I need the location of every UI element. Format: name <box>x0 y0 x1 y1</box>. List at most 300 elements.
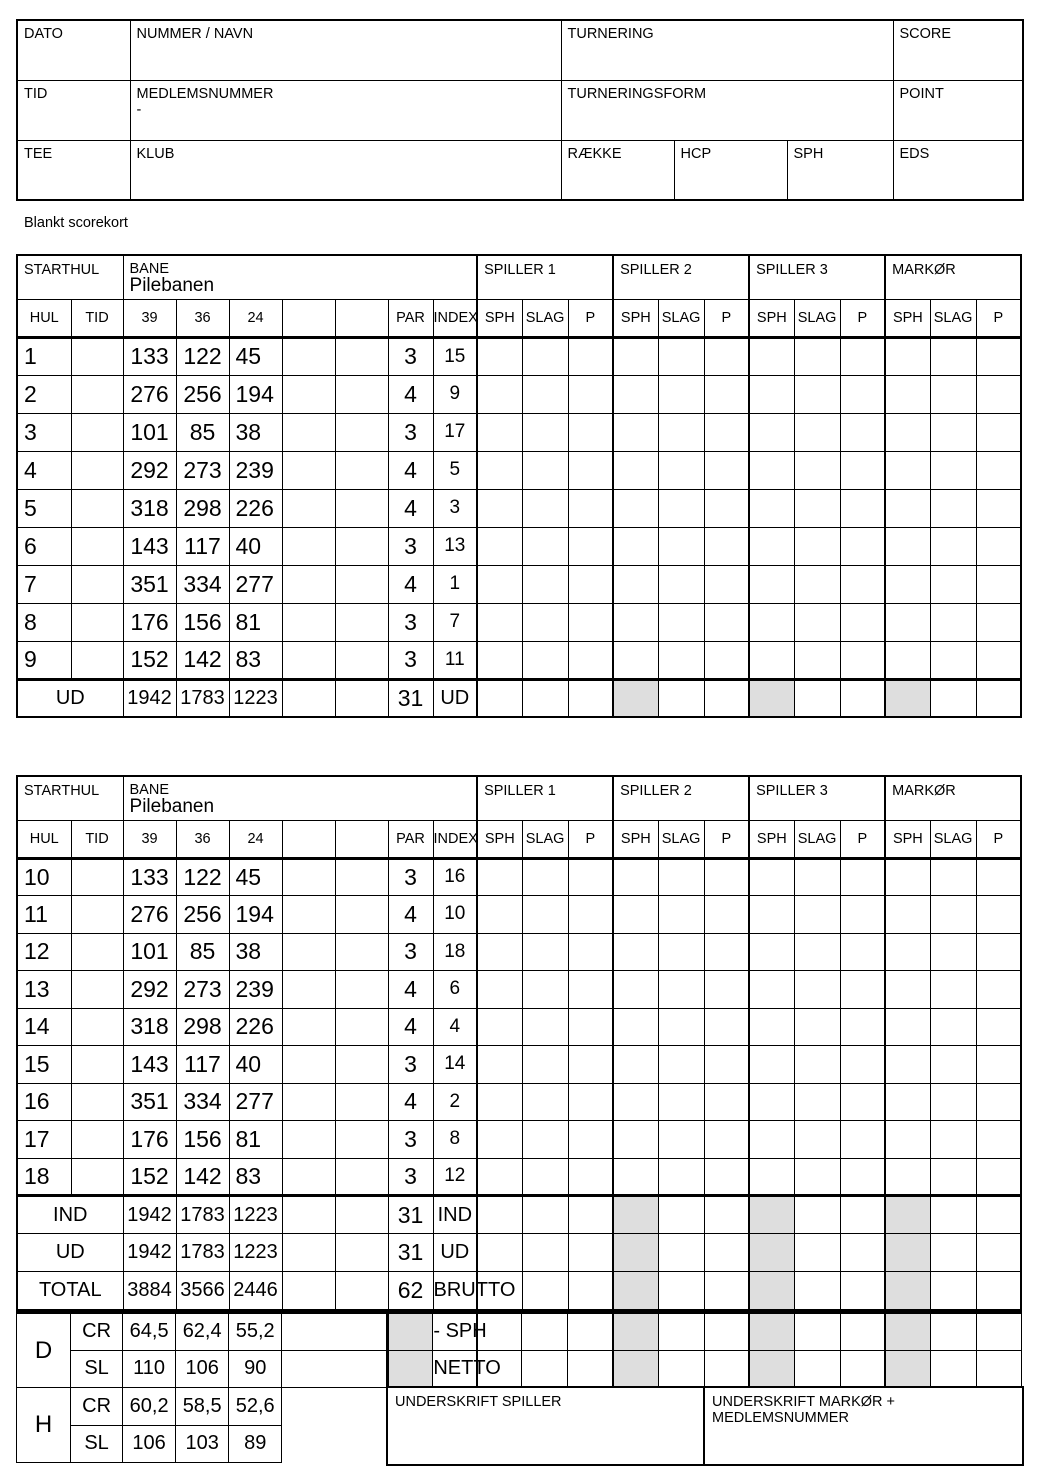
hole-p3-p[interactable] <box>840 896 885 934</box>
hole-p2-p[interactable] <box>704 641 749 679</box>
rating-p3-sph[interactable] <box>749 1350 794 1388</box>
hole-p4-sph[interactable] <box>885 858 930 896</box>
hole-p4-p[interactable] <box>976 1121 1021 1159</box>
hole-p1-slag[interactable] <box>522 527 568 565</box>
hole-p4-sph[interactable] <box>885 489 930 527</box>
hole-p3-sph[interactable] <box>749 451 794 489</box>
tid-cell[interactable] <box>71 1158 123 1196</box>
hole-p2-p[interactable] <box>704 933 749 971</box>
total-p1-p[interactable] <box>568 679 613 717</box>
hole-p3-p[interactable] <box>840 1121 885 1159</box>
hole-p4-sph[interactable] <box>885 1121 930 1159</box>
hole-p1-sph[interactable] <box>477 413 522 451</box>
hole-p1-p[interactable] <box>568 1046 613 1084</box>
hole-p2-slag[interactable] <box>658 1008 704 1046</box>
hole-p2-slag[interactable] <box>658 641 704 679</box>
hole-p3-slag[interactable] <box>794 489 840 527</box>
hole-p3-sph[interactable] <box>749 489 794 527</box>
turnering-field[interactable] <box>561 20 893 80</box>
total-p4-sph[interactable] <box>885 679 930 717</box>
total-p2-p[interactable] <box>704 1196 749 1234</box>
hole-p1-p[interactable] <box>568 413 613 451</box>
hole-p4-p[interactable] <box>976 1083 1021 1121</box>
hole-p4-sph[interactable] <box>885 1008 930 1046</box>
hole-p3-sph[interactable] <box>749 858 794 896</box>
hole-p1-slag[interactable] <box>522 1083 568 1121</box>
hole-p2-sph[interactable] <box>613 451 658 489</box>
total-p1-sph[interactable] <box>477 1196 522 1234</box>
hole-p1-slag[interactable] <box>522 451 568 489</box>
hole-p4-slag[interactable] <box>930 1083 976 1121</box>
hole-p2-sph[interactable] <box>613 1121 658 1159</box>
hole-p2-sph[interactable] <box>613 489 658 527</box>
hole-p2-sph[interactable] <box>613 858 658 896</box>
total-p3-p[interactable] <box>840 1234 885 1272</box>
hole-p3-sph[interactable] <box>749 603 794 641</box>
hole-p4-slag[interactable] <box>930 933 976 971</box>
hole-p2-sph[interactable] <box>613 1158 658 1196</box>
total-p4-sph[interactable] <box>885 1196 930 1234</box>
total-p4-p[interactable] <box>976 679 1021 717</box>
hole-p3-sph[interactable] <box>749 896 794 934</box>
hole-p4-slag[interactable] <box>930 489 976 527</box>
rating-p3-p[interactable] <box>840 1313 885 1351</box>
hole-p1-p[interactable] <box>568 1008 613 1046</box>
hcp-field[interactable] <box>674 140 787 200</box>
hole-p3-p[interactable] <box>840 375 885 413</box>
hole-p3-slag[interactable] <box>794 933 840 971</box>
hole-p4-slag[interactable] <box>930 413 976 451</box>
hole-p4-slag[interactable] <box>930 337 976 375</box>
hole-p3-sph[interactable] <box>749 1008 794 1046</box>
hole-p2-p[interactable] <box>704 375 749 413</box>
hole-p1-p[interactable] <box>568 1158 613 1196</box>
raekke-field[interactable] <box>561 140 674 200</box>
hole-p4-sph[interactable] <box>885 1083 930 1121</box>
total-p4-slag[interactable] <box>930 1196 976 1234</box>
hole-p3-slag[interactable] <box>794 451 840 489</box>
hole-p4-sph[interactable] <box>885 451 930 489</box>
hole-p1-p[interactable] <box>568 1083 613 1121</box>
total-p1-slag[interactable] <box>522 1196 568 1234</box>
hole-p4-sph[interactable] <box>885 565 930 603</box>
hole-p4-p[interactable] <box>976 489 1021 527</box>
total-p2-slag[interactable] <box>658 679 704 717</box>
hole-p4-slag[interactable] <box>930 1121 976 1159</box>
hole-p3-p[interactable] <box>840 1008 885 1046</box>
hole-p3-p[interactable] <box>840 451 885 489</box>
hole-p2-sph[interactable] <box>613 1008 658 1046</box>
score-field[interactable] <box>893 20 1023 80</box>
hole-p1-slag[interactable] <box>522 565 568 603</box>
hole-p1-sph[interactable] <box>477 527 522 565</box>
starthul-field[interactable] <box>17 776 123 820</box>
total-p1-p[interactable] <box>568 1196 613 1234</box>
hole-p3-p[interactable] <box>840 641 885 679</box>
total-p2-slag[interactable] <box>658 1196 704 1234</box>
hole-p1-p[interactable] <box>568 1121 613 1159</box>
point-field[interactable] <box>893 80 1023 140</box>
hole-p1-p[interactable] <box>568 971 613 1009</box>
hole-p2-p[interactable] <box>704 451 749 489</box>
hole-p4-slag[interactable] <box>930 527 976 565</box>
hole-p3-slag[interactable] <box>794 896 840 934</box>
hole-p2-p[interactable] <box>704 1008 749 1046</box>
turneringsform-field[interactable] <box>561 80 893 140</box>
hole-p1-sph[interactable] <box>477 858 522 896</box>
hole-p4-p[interactable] <box>976 971 1021 1009</box>
total-p4-p[interactable] <box>976 1196 1021 1234</box>
hole-p4-sph[interactable] <box>885 641 930 679</box>
hole-p1-p[interactable] <box>568 527 613 565</box>
hole-p2-slag[interactable] <box>658 375 704 413</box>
total-p4-slag[interactable] <box>930 1234 976 1272</box>
total-p1-slag[interactable] <box>522 1234 568 1272</box>
hole-p2-sph[interactable] <box>613 933 658 971</box>
hole-p2-slag[interactable] <box>658 489 704 527</box>
medlemsnummer-field[interactable] <box>130 80 561 140</box>
hole-p4-slag[interactable] <box>930 641 976 679</box>
hole-p4-p[interactable] <box>976 641 1021 679</box>
rating-p1-p[interactable] <box>568 1313 613 1351</box>
hole-p4-sph[interactable] <box>885 413 930 451</box>
tid-cell[interactable] <box>71 641 123 679</box>
total-p3-p[interactable] <box>840 679 885 717</box>
hole-p3-sph[interactable] <box>749 1158 794 1196</box>
tid-cell[interactable] <box>71 1121 123 1159</box>
hole-p2-p[interactable] <box>704 603 749 641</box>
tid-cell[interactable] <box>71 565 123 603</box>
rating-p3-slag[interactable] <box>794 1313 840 1351</box>
hole-p2-sph[interactable] <box>613 527 658 565</box>
hole-p3-sph[interactable] <box>749 527 794 565</box>
total-p4-sph[interactable] <box>885 1272 930 1310</box>
rating-p1-p[interactable] <box>568 1350 613 1388</box>
tid-cell[interactable] <box>71 933 123 971</box>
total-p2-sph[interactable] <box>613 679 658 717</box>
rating-p4-sph[interactable] <box>885 1350 930 1388</box>
starthul-field[interactable] <box>17 255 123 299</box>
tid-cell[interactable] <box>71 896 123 934</box>
rating-p3-p[interactable] <box>840 1350 885 1388</box>
hole-p1-sph[interactable] <box>477 337 522 375</box>
hole-p2-sph[interactable] <box>613 603 658 641</box>
hole-p1-slag[interactable] <box>522 603 568 641</box>
hole-p4-slag[interactable] <box>930 1046 976 1084</box>
total-p3-sph[interactable] <box>749 1234 794 1272</box>
tid-cell[interactable] <box>71 337 123 375</box>
hole-p2-slag[interactable] <box>658 527 704 565</box>
total-p2-sph[interactable] <box>613 1196 658 1234</box>
hole-p2-sph[interactable] <box>613 337 658 375</box>
hole-p3-p[interactable] <box>840 933 885 971</box>
hole-p2-p[interactable] <box>704 896 749 934</box>
hole-p4-slag[interactable] <box>930 1158 976 1196</box>
hole-p4-sph[interactable] <box>885 527 930 565</box>
hole-p4-p[interactable] <box>976 565 1021 603</box>
hole-p1-sph[interactable] <box>477 1158 522 1196</box>
total-p4-sph[interactable] <box>885 1234 930 1272</box>
hole-p1-slag[interactable] <box>522 1008 568 1046</box>
hole-p3-slag[interactable] <box>794 603 840 641</box>
hole-p1-sph[interactable] <box>477 971 522 1009</box>
hole-p3-p[interactable] <box>840 1158 885 1196</box>
total-p2-p[interactable] <box>704 679 749 717</box>
total-p3-sph[interactable] <box>749 1196 794 1234</box>
rating-p2-slag[interactable] <box>658 1313 704 1351</box>
tid-cell[interactable] <box>71 1083 123 1121</box>
total-p2-p[interactable] <box>704 1234 749 1272</box>
hole-p3-p[interactable] <box>840 603 885 641</box>
tid-cell[interactable] <box>71 527 123 565</box>
rating-p2-sph[interactable] <box>613 1313 658 1351</box>
hole-p4-p[interactable] <box>976 451 1021 489</box>
hole-p1-slag[interactable] <box>522 489 568 527</box>
rating-p4-p[interactable] <box>976 1313 1021 1351</box>
rating-p3-slag[interactable] <box>794 1350 840 1388</box>
hole-p4-slag[interactable] <box>930 1008 976 1046</box>
hole-p4-sph[interactable] <box>885 933 930 971</box>
hole-p2-slag[interactable] <box>658 603 704 641</box>
hole-p1-slag[interactable] <box>522 413 568 451</box>
rating-p2-p[interactable] <box>704 1313 749 1351</box>
hole-p1-slag[interactable] <box>522 375 568 413</box>
hole-p4-sph[interactable] <box>885 375 930 413</box>
hole-p1-slag[interactable] <box>522 971 568 1009</box>
hole-p1-slag[interactable] <box>522 933 568 971</box>
hole-p2-slag[interactable] <box>658 1158 704 1196</box>
hole-p4-p[interactable] <box>976 375 1021 413</box>
hole-p4-slag[interactable] <box>930 858 976 896</box>
hole-p3-slag[interactable] <box>794 527 840 565</box>
hole-p1-slag[interactable] <box>522 1046 568 1084</box>
hole-p2-slag[interactable] <box>658 337 704 375</box>
nummer-navn-field[interactable] <box>130 20 561 80</box>
hole-p2-sph[interactable] <box>613 375 658 413</box>
tid-cell[interactable] <box>71 971 123 1009</box>
hole-p2-p[interactable] <box>704 337 749 375</box>
hole-p1-sph[interactable] <box>477 603 522 641</box>
hole-p3-slag[interactable] <box>794 1046 840 1084</box>
rating-p2-sph[interactable] <box>613 1350 658 1388</box>
hole-p4-slag[interactable] <box>930 565 976 603</box>
hole-p3-p[interactable] <box>840 971 885 1009</box>
hole-p4-sph[interactable] <box>885 971 930 1009</box>
hole-p2-p[interactable] <box>704 527 749 565</box>
hole-p3-sph[interactable] <box>749 1046 794 1084</box>
hole-p4-p[interactable] <box>976 413 1021 451</box>
hole-p3-slag[interactable] <box>794 337 840 375</box>
tid-cell[interactable] <box>71 858 123 896</box>
hole-p3-slag[interactable] <box>794 1121 840 1159</box>
hole-p3-sph[interactable] <box>749 933 794 971</box>
total-p2-slag[interactable] <box>658 1272 704 1310</box>
hole-p2-p[interactable] <box>704 1121 749 1159</box>
total-p4-p[interactable] <box>976 1234 1021 1272</box>
hole-p1-p[interactable] <box>568 337 613 375</box>
hole-p3-sph[interactable] <box>749 375 794 413</box>
hole-p4-slag[interactable] <box>930 603 976 641</box>
hole-p2-slag[interactable] <box>658 451 704 489</box>
hole-p4-p[interactable] <box>976 527 1021 565</box>
hole-p4-p[interactable] <box>976 933 1021 971</box>
hole-p1-sph[interactable] <box>477 933 522 971</box>
hole-p3-sph[interactable] <box>749 565 794 603</box>
total-p1-sph[interactable] <box>477 1234 522 1272</box>
eds-field[interactable] <box>893 140 1023 200</box>
hole-p1-sph[interactable] <box>477 489 522 527</box>
hole-p4-slag[interactable] <box>930 896 976 934</box>
hole-p1-p[interactable] <box>568 858 613 896</box>
hole-p1-sph[interactable] <box>477 375 522 413</box>
hole-p1-sph[interactable] <box>477 1046 522 1084</box>
hole-p4-p[interactable] <box>976 337 1021 375</box>
hole-p1-slag[interactable] <box>522 1121 568 1159</box>
hole-p3-slag[interactable] <box>794 1008 840 1046</box>
total-p3-sph[interactable] <box>749 679 794 717</box>
hole-p2-p[interactable] <box>704 413 749 451</box>
hole-p3-slag[interactable] <box>794 413 840 451</box>
hole-p1-sph[interactable] <box>477 1083 522 1121</box>
hole-p3-p[interactable] <box>840 1046 885 1084</box>
hole-p2-sph[interactable] <box>613 1083 658 1121</box>
hole-p2-slag[interactable] <box>658 565 704 603</box>
hole-p2-slag[interactable] <box>658 1121 704 1159</box>
klub-field[interactable] <box>130 140 561 200</box>
hole-p3-sph[interactable] <box>749 413 794 451</box>
hole-p2-p[interactable] <box>704 858 749 896</box>
hole-p2-p[interactable] <box>704 1158 749 1196</box>
hole-p2-slag[interactable] <box>658 858 704 896</box>
total-p2-p[interactable] <box>704 1272 749 1310</box>
hole-p4-sph[interactable] <box>885 603 930 641</box>
hole-p2-slag[interactable] <box>658 896 704 934</box>
hole-p1-slag[interactable] <box>522 1158 568 1196</box>
hole-p1-p[interactable] <box>568 933 613 971</box>
hole-p2-p[interactable] <box>704 971 749 1009</box>
total-p1-p[interactable] <box>568 1234 613 1272</box>
hole-p1-p[interactable] <box>568 641 613 679</box>
hole-p3-sph[interactable] <box>749 971 794 1009</box>
hole-p4-sph[interactable] <box>885 896 930 934</box>
total-p3-p[interactable] <box>840 1272 885 1310</box>
hole-p3-p[interactable] <box>840 565 885 603</box>
total-p4-p[interactable] <box>976 1272 1021 1310</box>
rating-p1-slag[interactable] <box>522 1350 568 1388</box>
total-p1-slag[interactable] <box>522 1272 568 1310</box>
hole-p1-slag[interactable] <box>522 337 568 375</box>
total-p2-sph[interactable] <box>613 1234 658 1272</box>
rating-p2-p[interactable] <box>704 1350 749 1388</box>
total-p1-sph[interactable] <box>477 679 522 717</box>
hole-p1-p[interactable] <box>568 565 613 603</box>
hole-p2-sph[interactable] <box>613 971 658 1009</box>
tid-cell[interactable] <box>71 1008 123 1046</box>
hole-p3-p[interactable] <box>840 1083 885 1121</box>
hole-p2-p[interactable] <box>704 565 749 603</box>
hole-p4-sph[interactable] <box>885 1046 930 1084</box>
tid-cell[interactable] <box>71 603 123 641</box>
hole-p2-slag[interactable] <box>658 1083 704 1121</box>
hole-p1-sph[interactable] <box>477 641 522 679</box>
hole-p2-sph[interactable] <box>613 896 658 934</box>
hole-p1-sph[interactable] <box>477 1008 522 1046</box>
hole-p3-sph[interactable] <box>749 337 794 375</box>
total-p1-p[interactable] <box>568 1272 613 1310</box>
hole-p1-p[interactable] <box>568 375 613 413</box>
hole-p4-slag[interactable] <box>930 971 976 1009</box>
hole-p2-slag[interactable] <box>658 1046 704 1084</box>
hole-p1-p[interactable] <box>568 603 613 641</box>
hole-p2-sph[interactable] <box>613 565 658 603</box>
total-p3-slag[interactable] <box>794 1196 840 1234</box>
hole-p3-slag[interactable] <box>794 641 840 679</box>
hole-p2-p[interactable] <box>704 489 749 527</box>
total-p3-sph[interactable] <box>749 1272 794 1310</box>
hole-p1-sph[interactable] <box>477 1121 522 1159</box>
signature-player-box[interactable] <box>386 1386 707 1466</box>
hole-p2-p[interactable] <box>704 1046 749 1084</box>
hole-p4-p[interactable] <box>976 1046 1021 1084</box>
hole-p4-p[interactable] <box>976 858 1021 896</box>
rating-p4-p[interactable] <box>976 1350 1021 1388</box>
hole-p1-p[interactable] <box>568 896 613 934</box>
dato-field[interactable] <box>17 20 130 80</box>
rating-p4-sph[interactable] <box>885 1313 930 1351</box>
hole-p3-p[interactable] <box>840 527 885 565</box>
total-p1-slag[interactable] <box>522 679 568 717</box>
hole-p1-sph[interactable] <box>477 896 522 934</box>
hole-p4-sph[interactable] <box>885 337 930 375</box>
rating-p3-sph[interactable] <box>749 1313 794 1351</box>
total-p3-slag[interactable] <box>794 1272 840 1310</box>
signature-marker-box[interactable] <box>703 1386 1024 1466</box>
total-p3-p[interactable] <box>840 1196 885 1234</box>
hole-p3-slag[interactable] <box>794 1083 840 1121</box>
hole-p3-sph[interactable] <box>749 1083 794 1121</box>
hole-p2-sph[interactable] <box>613 641 658 679</box>
hole-p3-slag[interactable] <box>794 565 840 603</box>
hole-p1-sph[interactable] <box>477 451 522 489</box>
hole-p4-p[interactable] <box>976 1158 1021 1196</box>
total-p4-slag[interactable] <box>930 679 976 717</box>
hole-p4-p[interactable] <box>976 1008 1021 1046</box>
sph-field[interactable] <box>787 140 893 200</box>
hole-p4-sph[interactable] <box>885 1158 930 1196</box>
hole-p4-slag[interactable] <box>930 451 976 489</box>
rating-p1-slag[interactable] <box>522 1313 568 1351</box>
hole-p2-sph[interactable] <box>613 1046 658 1084</box>
hole-p2-p[interactable] <box>704 1083 749 1121</box>
hole-p1-slag[interactable] <box>522 858 568 896</box>
hole-p4-p[interactable] <box>976 896 1021 934</box>
hole-p3-p[interactable] <box>840 413 885 451</box>
hole-p3-p[interactable] <box>840 489 885 527</box>
hole-p1-sph[interactable] <box>477 565 522 603</box>
hole-p1-slag[interactable] <box>522 896 568 934</box>
tid-cell[interactable] <box>71 1046 123 1084</box>
hole-p4-p[interactable] <box>976 603 1021 641</box>
hole-p2-slag[interactable] <box>658 971 704 1009</box>
hole-p4-slag[interactable] <box>930 375 976 413</box>
hole-p2-slag[interactable] <box>658 413 704 451</box>
tee-field[interactable] <box>17 140 130 200</box>
rating-p2-slag[interactable] <box>658 1350 704 1388</box>
hole-p3-slag[interactable] <box>794 1158 840 1196</box>
rating-p4-slag[interactable] <box>930 1350 976 1388</box>
hole-p3-p[interactable] <box>840 858 885 896</box>
hole-p3-slag[interactable] <box>794 971 840 1009</box>
